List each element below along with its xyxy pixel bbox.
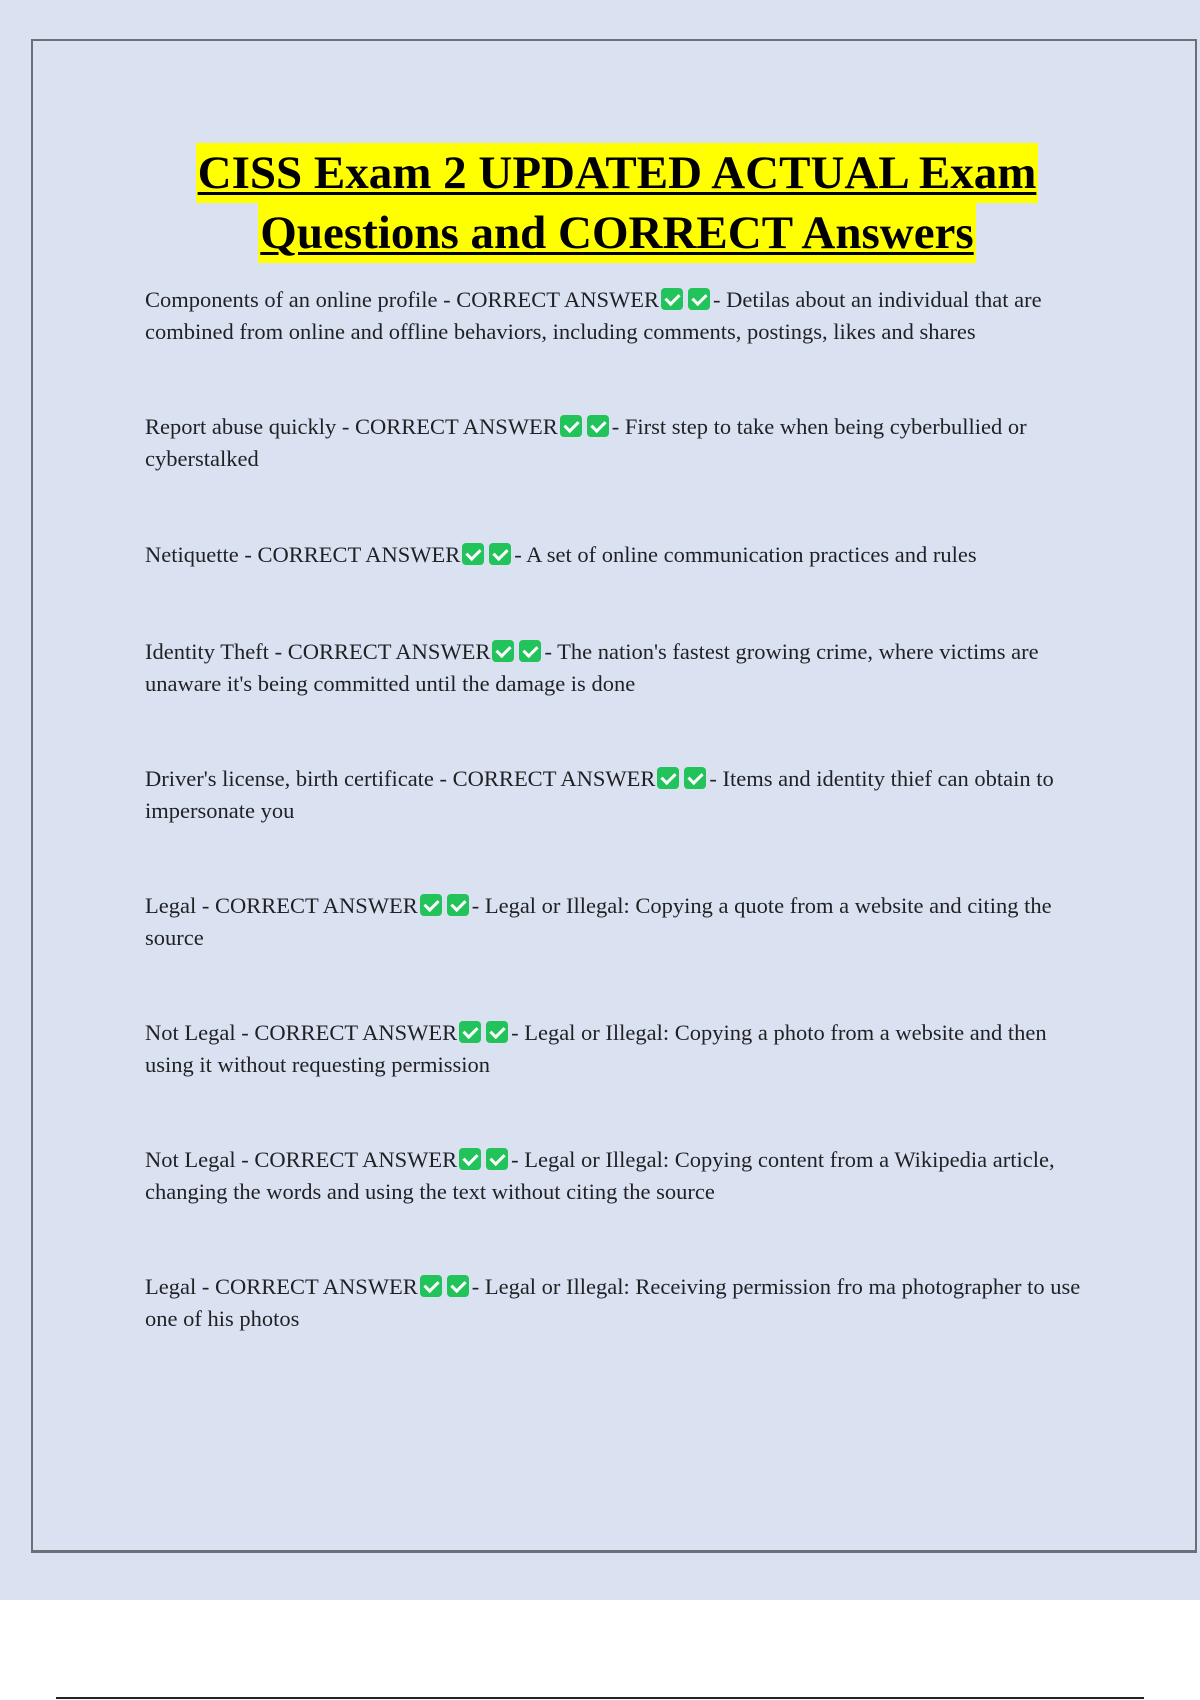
check-mark-icon bbox=[486, 1148, 508, 1170]
qa-term: Not Legal bbox=[145, 1020, 236, 1045]
answer-marker: CORRECT ANSWER bbox=[257, 542, 461, 567]
check-mark-icon bbox=[688, 288, 710, 310]
answer-separator: - bbox=[471, 893, 485, 918]
answer-marker: CORRECT ANSWER bbox=[254, 1020, 458, 1045]
qa-definition: Detilas about an individual that are combined from online and offline behaviors, including comments, postings, likes and shares bbox=[145, 287, 1042, 344]
qa-definition: Legal or Illegal: Copying a quote from a website and citing the source bbox=[145, 893, 1052, 950]
qa-separator: - bbox=[196, 893, 215, 918]
qa-term: Components of an online profile bbox=[145, 287, 438, 312]
title-line-1: CISS Exam 2 UPDATED ACTUAL Exam bbox=[196, 143, 1039, 203]
qa-definition: First step to take when being cyberbullied or cyberstalked bbox=[145, 414, 1027, 471]
qa-term: Legal bbox=[145, 893, 197, 918]
check-mark-icon bbox=[560, 415, 582, 437]
answer-marker: CORRECT ANSWER bbox=[354, 414, 558, 439]
qa-term: Driver's license, birth certificate bbox=[145, 766, 434, 791]
check-mark-icon bbox=[587, 415, 609, 437]
check-mark-icon bbox=[420, 1275, 442, 1297]
answer-marker: CORRECT ANSWER bbox=[456, 287, 659, 312]
answer-separator: - bbox=[511, 1147, 525, 1172]
check-mark-icon bbox=[489, 543, 511, 565]
qa-separator: - bbox=[336, 414, 355, 439]
qa-definition: Legal or Illegal: Copying a photo from a website and then using it without requesting permission bbox=[145, 1020, 1047, 1077]
answer-separator: - bbox=[611, 414, 625, 439]
qa-definition: Legal or Illegal: Receiving permission fro ma photographer to use one of his photos bbox=[145, 1274, 1081, 1331]
answer-marker: CORRECT ANSWER bbox=[214, 1274, 418, 1299]
qa-separator: - bbox=[235, 1020, 255, 1045]
footer-divider bbox=[56, 1697, 1144, 1699]
qa-term: Not Legal bbox=[145, 1147, 236, 1172]
qa-item bbox=[145, 1271, 1095, 1335]
qa-separator: - bbox=[238, 542, 258, 567]
check-mark-icon bbox=[486, 1021, 508, 1043]
check-mark-icon bbox=[519, 640, 541, 662]
answer-separator: - bbox=[471, 1274, 485, 1299]
check-mark-icon bbox=[492, 640, 514, 662]
answer-separator: - bbox=[709, 766, 723, 791]
qa-separator: - bbox=[268, 639, 288, 664]
qa-separator: - bbox=[433, 766, 453, 791]
answer-separator: - bbox=[514, 542, 527, 567]
qa-separator: - bbox=[196, 1274, 215, 1299]
check-mark-icon bbox=[447, 894, 469, 916]
answer-marker: CORRECT ANSWER bbox=[214, 893, 418, 918]
qa-definition: A set of online communication practices and rules bbox=[526, 542, 977, 567]
qa-item bbox=[145, 539, 1095, 571]
qa-term: Legal bbox=[145, 1274, 197, 1299]
check-mark-icon bbox=[447, 1275, 469, 1297]
check-mark-icon bbox=[459, 1021, 481, 1043]
title-line-2: Questions and CORRECT Answers bbox=[258, 203, 975, 263]
qa-separator: - bbox=[437, 287, 457, 312]
qa-item bbox=[145, 1144, 1095, 1208]
qa-item bbox=[145, 763, 1095, 827]
answer-separator: - bbox=[511, 1020, 525, 1045]
qa-item bbox=[145, 1017, 1095, 1081]
answer-separator: - bbox=[544, 639, 558, 664]
check-mark-icon bbox=[684, 767, 706, 789]
qa-definition: The nation's fastest growing crime, where victims are unaware it's being committed until the damage is done bbox=[145, 639, 1039, 696]
check-mark-icon bbox=[459, 1148, 481, 1170]
qa-item bbox=[145, 284, 1095, 348]
check-mark-icon bbox=[661, 288, 683, 310]
check-mark-icon bbox=[462, 543, 484, 565]
qa-definition: Items and identity thief can obtain to impersonate you bbox=[145, 766, 1054, 823]
check-mark-icon bbox=[420, 894, 442, 916]
qa-item bbox=[145, 636, 1095, 700]
qa-term: Identity Theft bbox=[145, 639, 269, 664]
answer-marker: CORRECT ANSWER bbox=[287, 639, 491, 664]
qa-term: Netiquette bbox=[145, 542, 239, 567]
qa-item bbox=[145, 411, 1095, 475]
answer-marker: CORRECT ANSWER bbox=[254, 1147, 458, 1172]
answer-marker: CORRECT ANSWER bbox=[452, 766, 656, 791]
document-title bbox=[0, 143, 1200, 263]
qa-item bbox=[145, 890, 1095, 954]
qa-term: Report abuse quickly bbox=[145, 414, 337, 439]
qa-separator: - bbox=[235, 1147, 255, 1172]
qa-definition: Legal or Illegal: Copying content from a Wikipedia article, changing the words and using the text without citing the source bbox=[145, 1147, 1055, 1204]
answer-separator: - bbox=[712, 287, 727, 312]
check-mark-icon bbox=[657, 767, 679, 789]
